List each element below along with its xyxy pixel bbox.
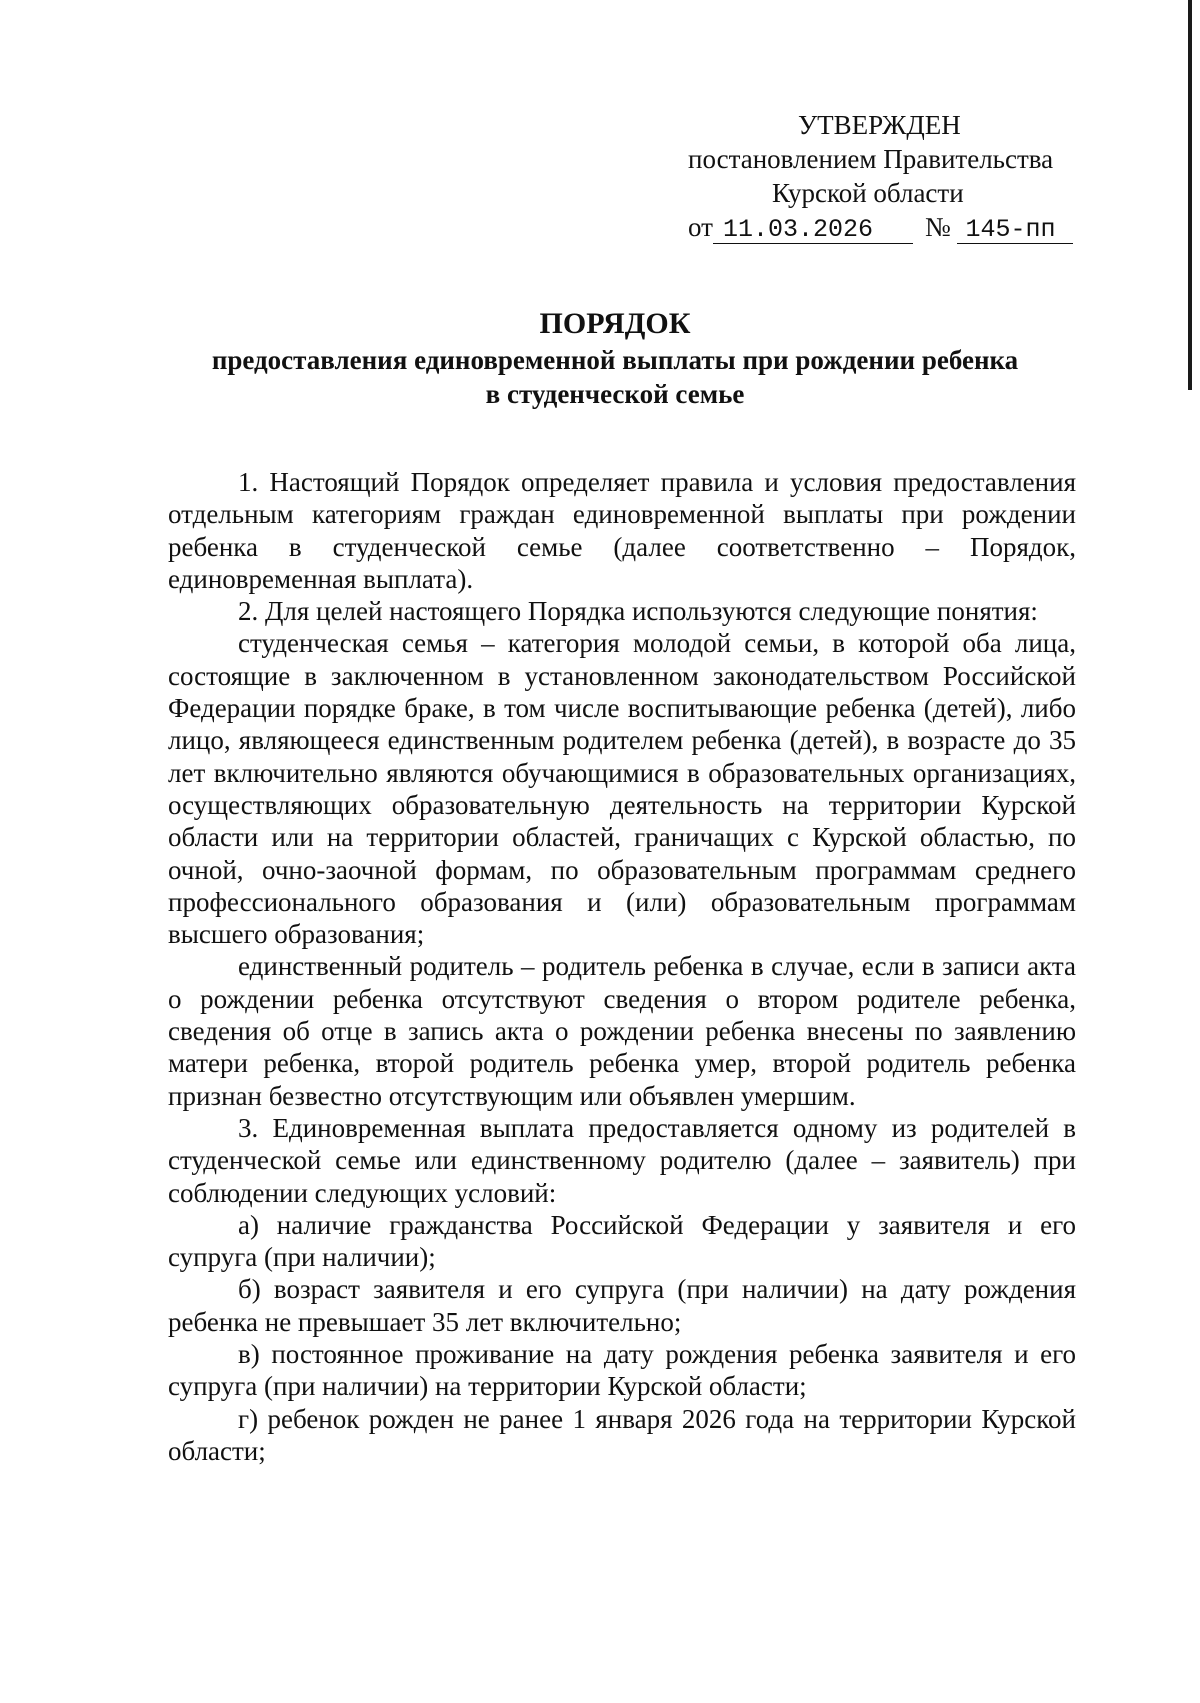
document-title	[150, 305, 1080, 411]
number-prefix: №	[924, 212, 951, 242]
paragraph-2: 2. Для целей настоящего Порядка используются следующие понятия:	[238, 596, 1038, 627]
approval-line-2: Курской области	[772, 178, 964, 208]
scan-edge-line	[1188, 0, 1192, 390]
paragraph-definition-single-parent: единственный родитель – родитель ребенка в случае, если в записи акта о рождении ребенка отсутствуют сведения о втором родителе ребенка, сведения об отце в запись акта о рождении ребенка внесены по заявлению матери ребенка, второй родитель ребенка умер, второй родитель ребенка признан безвестно отсутствующим или объявлен умершим.	[168, 951, 1076, 1111]
paragraph-3: 3. Единовременная выплата предоставляется одному из родителей в студенческой семье или единственному родителю (далее – заявитель) при соблюдении следующих условий:	[168, 1112, 1076, 1208]
paragraph-definition-student-family: студенческая семья – категория молодой семьи, в которой оба лица, состоящие в заключенном в установленном законодательством Российской Федерации порядке браке, в том числе воспитывающие ребенка (детей), либо лицо, являющееся единственным родителем ребенка (детей), в возрасте до 35 лет включительно являются обучающимися в образовательных организациях, осуществляющих образовательную деятельность на территории Курской области или на территории областей, граничащих с Курской областью, по очной, очно-заочной формам, по образовательным программам среднего профессионального образования и (или) образовательным программам высшего образования;	[168, 628, 1076, 950]
condition-b: б) возраст заявителя и его супруга (при наличии) на дату рождения ребенка не превышает 35 лет включительно;	[168, 1274, 1076, 1337]
number-value: 145-пп	[957, 217, 1073, 244]
document-body	[168, 466, 1076, 1467]
approval-line-1: постановлением Правительства	[688, 144, 1054, 174]
title-sub-line-1: предоставления единовременной выплаты при рождении ребенка	[211, 345, 1019, 375]
approval-stamp: УТВЕРЖДЕН	[798, 110, 961, 140]
condition-a: а) наличие гражданства Российской Федерации у заявителя и его супруга (при наличии);	[168, 1209, 1076, 1273]
condition-c: в) постоянное проживание на дату рождения ребенка заявителя и его супруга (при наличии) на территории Курской области;	[168, 1339, 1076, 1402]
date-prefix: от	[688, 212, 713, 242]
date-value: 11.03.2026	[713, 217, 913, 244]
approval-date-number	[670, 210, 1090, 244]
approval-block	[670, 108, 1090, 244]
title-main: ПОРЯДОК	[539, 307, 691, 340]
title-sub-line-2: в студенческой семье	[485, 379, 745, 409]
paragraph-1: 1. Настоящий Порядок определяет правила и условия предоставления отдельным категориям граждан единовременной выплаты при рождении ребенка в студенческой семье (далее соответственно – Порядок, единовременная выплата).	[168, 467, 1076, 594]
condition-d: г) ребенок рожден не ранее 1 января 2026 года на территории Курской области;	[168, 1403, 1076, 1466]
